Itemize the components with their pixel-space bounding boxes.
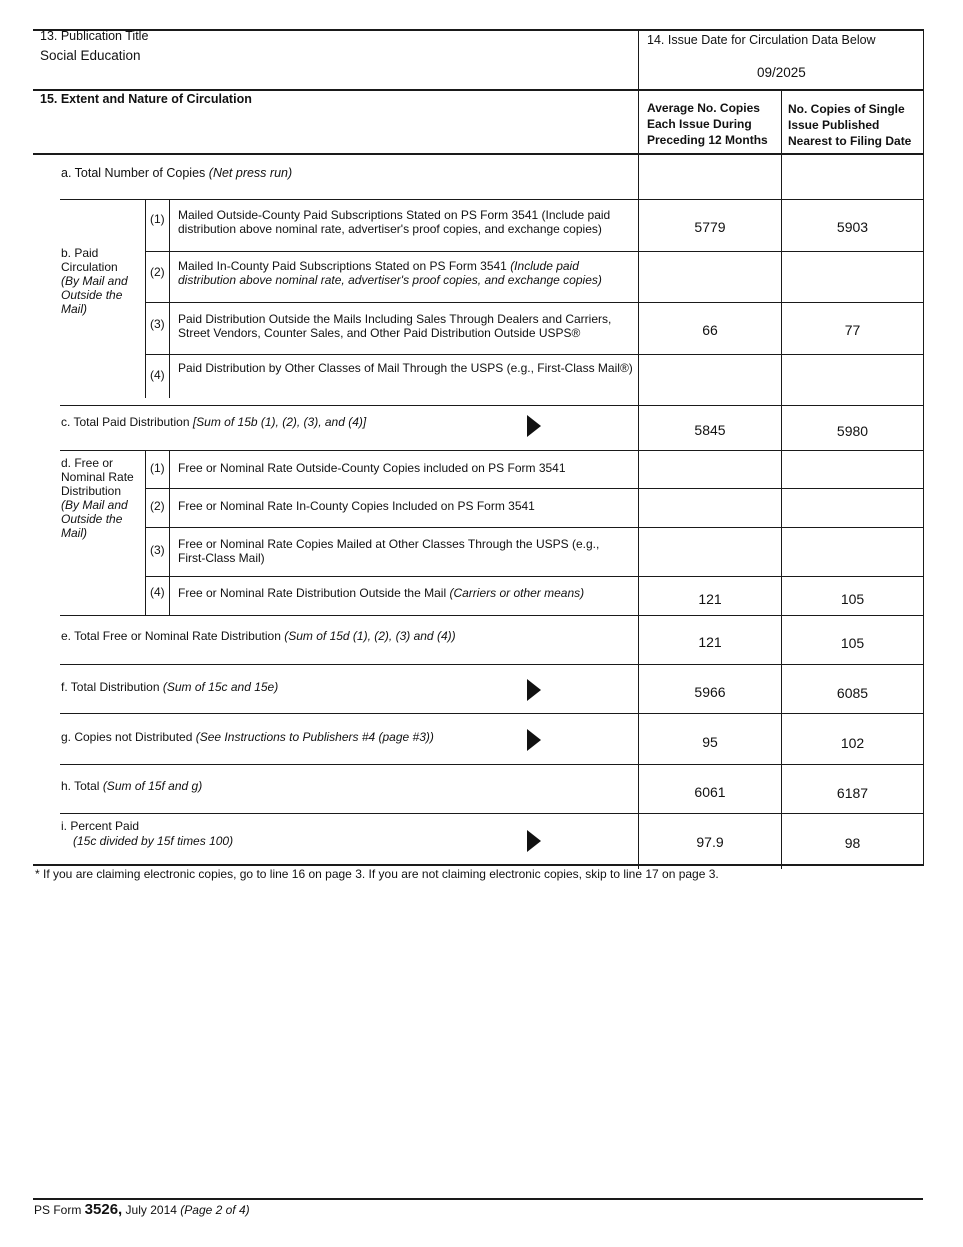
- row-d1-number: (1): [150, 461, 165, 475]
- row-i-note: (15c divided by 15f times 100): [73, 834, 234, 848]
- row-b2-number: (2): [150, 265, 165, 279]
- group-b-label: b. Paid Circulation (By Mail and Outside the Mail): [61, 246, 128, 316]
- row-a-label: a. Total Number of Copies (Net press run): [61, 166, 293, 180]
- row-b1-single: 5903: [836, 219, 869, 235]
- row-d2-number: (2): [150, 499, 165, 513]
- group-d-label: d. Free or Nominal Rate Distribution (By Mail and Outside the Mail): [61, 456, 134, 540]
- row-f-single: 6085: [836, 685, 869, 701]
- row-b2-text: Mailed In-County Paid Subscriptions Stated on PS Form 3541 (Include paid distribution above nominal rate, advertiser's proof copies, and exchange copies): [178, 259, 602, 287]
- publication-title-label: 13. Publication Title: [40, 29, 149, 43]
- row-d4-text: Free or Nominal Rate Distribution Outside the Mail (Carriers or other means): [178, 586, 585, 600]
- row-d4-number: (4): [150, 585, 165, 599]
- row-d1-text: Free or Nominal Rate Outside-County Copies included on PS Form 3541: [178, 461, 566, 475]
- row-e-label: e. Total Free or Nominal Rate Distribution (Sum of 15d (1), (2), (3) and (4)): [61, 629, 456, 643]
- row-i-single: 98: [844, 835, 861, 851]
- form-footer: PS Form 3526, July 2014 (Page 2 of 4): [34, 1201, 250, 1218]
- footnote: * If you are claiming electronic copies, go to line 16 on page 3. If you are not claiming electronic copies, skip to line 17 on page 3.: [35, 867, 719, 881]
- row-d3-number: (3): [150, 543, 165, 557]
- row-e-average: 121: [698, 634, 722, 650]
- row-b1-text: Mailed Outside-County Paid Subscriptions Stated on PS Form 3541 (Include paid distribution above nominal rate, advertiser's proof copies, and exchange copies): [178, 208, 611, 236]
- arrow-g-icon: [527, 729, 541, 751]
- row-c-single: 5980: [836, 423, 869, 439]
- row-b4-number: (4): [150, 368, 165, 382]
- row-c-label: c. Total Paid Distribution [Sum of 15b (1), (2), (3), and (4)]: [61, 415, 367, 429]
- row-f-label: f. Total Distribution (Sum of 15c and 15e): [61, 680, 279, 694]
- row-h-average: 6061: [694, 784, 726, 800]
- row-i-average: 97.9: [696, 834, 724, 850]
- arrow-i-icon: [527, 830, 541, 852]
- row-e-single: 105: [840, 635, 865, 651]
- row-d3-text: Free or Nominal Rate Copies Mailed at Other Classes Through the USPS (e.g., First-Class Mail): [178, 537, 600, 565]
- row-f-average: 5966: [694, 684, 726, 700]
- row-c-average: 5845: [694, 422, 726, 438]
- row-g-single: 102: [840, 735, 865, 751]
- row-b3-single: 77: [844, 322, 861, 338]
- row-b3-number: (3): [150, 317, 165, 331]
- row-d2-text: Free or Nominal Rate In-County Copies Included on PS Form 3541: [178, 499, 535, 513]
- row-d4-single: 105: [840, 591, 865, 607]
- col-header-single-issue: No. Copies of Single Issue Published Nearest to Filing Date: [788, 102, 912, 148]
- arrow-c-icon: [527, 415, 541, 437]
- row-d4-average: 121: [698, 591, 722, 607]
- row-h-label: h. Total (Sum of 15f and g): [61, 779, 203, 793]
- publication-title-value: Social Education: [40, 48, 141, 63]
- arrow-f-icon: [527, 679, 541, 701]
- row-b1-number: (1): [150, 212, 165, 226]
- row-g-label: g. Copies not Distributed (See Instructions to Publishers #4 (page #3)): [61, 730, 434, 744]
- row-b3-average: 66: [702, 322, 718, 338]
- row-b1-average: 5779: [694, 219, 726, 235]
- section-15-label: 15. Extent and Nature of Circulation: [40, 92, 252, 106]
- row-g-average: 95: [702, 734, 718, 750]
- row-i-label: i. Percent Paid: [61, 819, 140, 833]
- row-b3-text: Paid Distribution Outside the Mails Including Sales Through Dealers and Carriers, Street Vendors, Counter Sales, and Other Paid Distribution Outside USPS®: [178, 312, 612, 340]
- row-b4-text: Paid Distribution by Other Classes of Mail Through the USPS (e.g., First-Class Mail®): [178, 361, 633, 375]
- issue-date-value: 09/2025: [757, 65, 806, 80]
- row-h-single: 6187: [836, 785, 869, 801]
- col-header-average: Average No. Copies Each Issue During Preceding 12 Months: [647, 101, 768, 147]
- issue-date-label: 14. Issue Date for Circulation Data Below: [647, 33, 876, 47]
